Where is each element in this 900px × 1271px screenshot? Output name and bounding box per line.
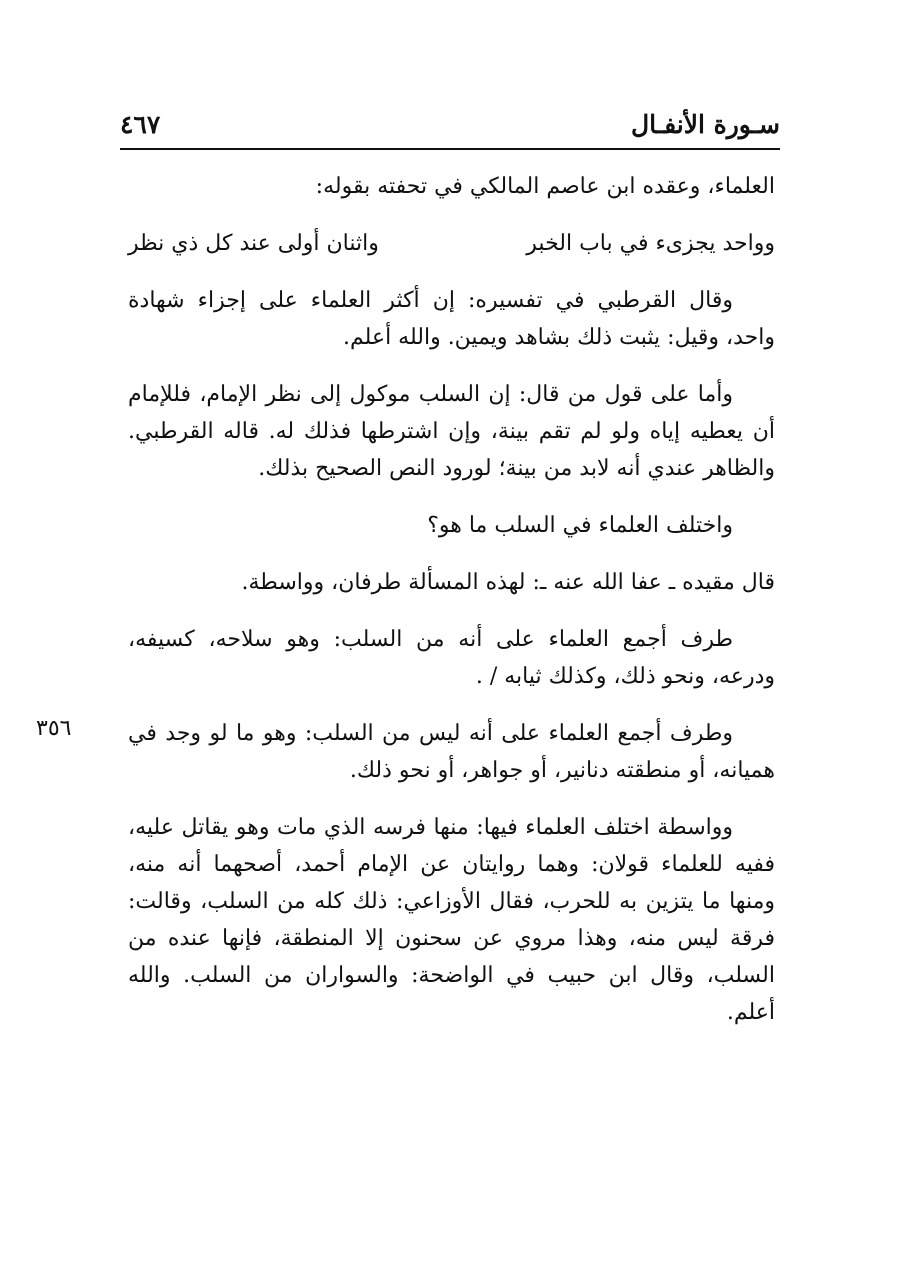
surah-title: سـورة الأنفـال: [631, 110, 780, 139]
paragraph-3: وأما على قول من قال: إن السلب موكول إلى نظر الإمام، فللإمام أن يعطيه إياه ولو لم تقم بينة، وإن اشترطها فذلك له. قاله القرطبي. والظاهر عندي أنه لابد من بينة؛ لورود النص الصحيح بذلك.: [128, 382, 775, 481]
paragraph-5: قال مقيده ـ عفا الله عنه ـ: لهذه المسألة طرفان، وواسطة.: [241, 570, 775, 595]
body-text: [128, 168, 775, 1051]
page-header: [120, 106, 780, 146]
page-number: ٤٦٧: [120, 110, 161, 139]
paragraph-2: وقال القرطبي في تفسيره: إن أكثر العلماء على إجزاء شهادة واحد، وقيل: يثبت ذلك بشاهد ويمين. والله أعلم.: [128, 288, 775, 350]
verse-hemistich-2: واثنان أولى عند كل ذي نظر: [128, 231, 379, 256]
paragraph-6: طرف أجمع العلماء على أنه من السلب: وهو سلاحه، كسيفه، ودرعه، ونحو ذلك، وكذلك ثيابه / .: [128, 627, 775, 689]
paragraph-1: العلماء، وعقده ابن عاصم المالكي في تحفته بقوله:: [315, 174, 775, 199]
header-rule: [120, 148, 780, 150]
paragraph-8: وواسطة اختلف العلماء فيها: منها فرسه الذي مات وهو يقاتل عليه، ففيه للعلماء قولان: وهما روايتان عن الإمام أحمد، أصحهما أنه منه، ومنها ما يتزين به للحرب، فقال الأوزاعي: ذلك كله من السلب، وقالت: فرقة ليس منه، وهذا مروي عن سحنون إلا المنطقة، فإنها عنده من السلب، وقال ابن حبيب في الواضحة: والسواران من السلب. والله أعلم.: [128, 815, 775, 1025]
verse-line: [128, 225, 775, 262]
verse-hemistich-1: وواحد يجزىء في باب الخبر: [526, 231, 775, 256]
paragraph-4: واختلف العلماء في السلب ما هو؟: [427, 513, 733, 538]
margin-page-reference: ٣٥٦: [36, 716, 72, 741]
paragraph-7: وطرف أجمع العلماء على أنه ليس من السلب: وهو ما لو وجد في هميانه، أو منطقته دنانير، أو جواهر، أو نحو ذلك.: [128, 721, 775, 783]
